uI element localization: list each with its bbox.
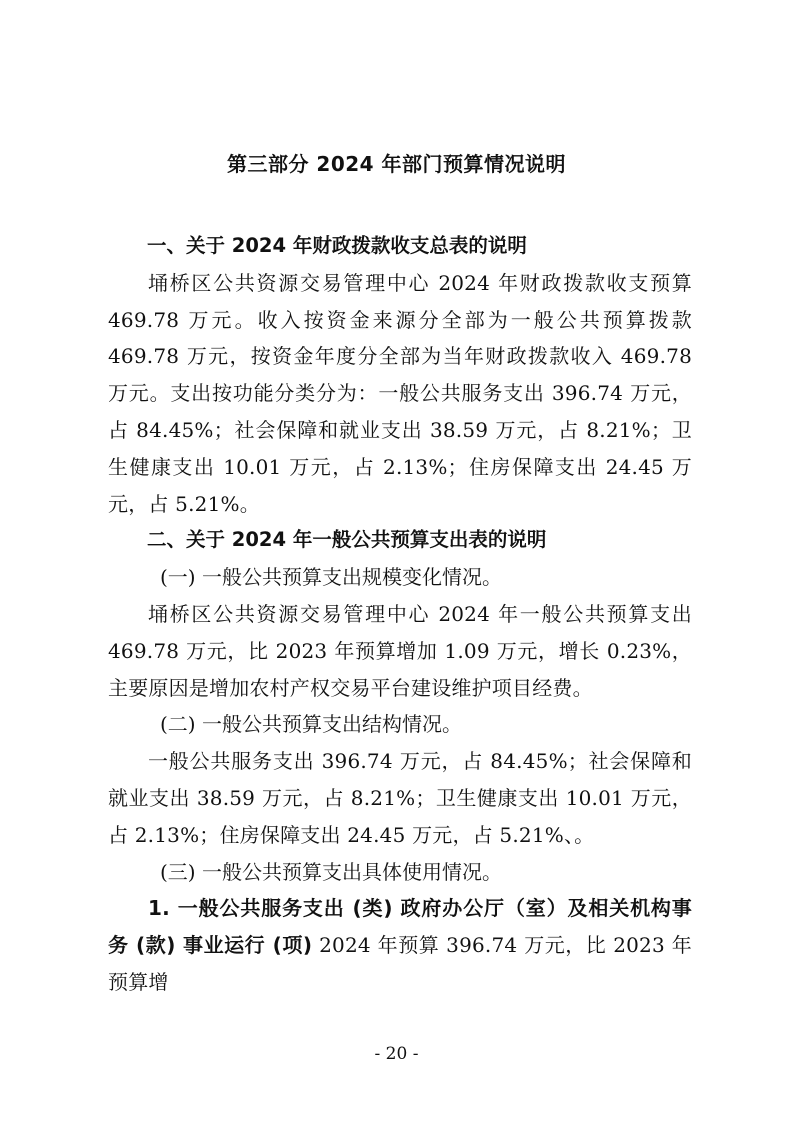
subsection-2-heading: (二) 一般公共预算支出结构情况。 [160, 712, 462, 737]
item-1-lead: 1. 一般公共服务支出 (类) 政府办公厅（室）及相关机构事务 (款) 事业运行 (项) [108, 896, 692, 958]
section-1-heading: 一、关于 2024 年财政拨款收支总表的说明 [147, 234, 527, 257]
page-number: - 20 - [374, 1044, 419, 1064]
page-title: 第三部分 2024 年部门预算情况说明 [226, 152, 567, 176]
subsection-2-paragraph: 一般公共服务支出 396.74 万元，占 84.45%；社会保障和就业支出 38.59 万元，占 8.21%；卫生健康支出 10.01 万元，占 2.13%；住房保障支出 24.45 万元，占 5.21%、。 [108, 749, 692, 847]
subsection-1-paragraph: 埇桥区公共资源交易管理中心 2024 年一般公共预算支出 469.78 万元，比 2023 年预算增加 1.09 万元，增长 0.23%，主要原因是增加农村产权交易平台建设维护项目经费。 [108, 601, 692, 700]
document-body [108, 228, 692, 1001]
section-2-heading: 二、关于 2024 年一般公共预算支出表的说明 [147, 528, 547, 552]
subsection-3-heading: (三) 一般公共预算支出具体使用情况。 [160, 859, 502, 884]
subsection-1-heading: (一) 一般公共预算支出规模变化情况。 [160, 565, 502, 590]
section-1-paragraph: 埇桥区公共资源交易管理中心 2024 年财政拨款收支预算 469.78 万元。收入按资金来源分全部为一般公共预算拨款 469.78 万元，按资金年度分全部为当年财政拨款收入 469.78 万元。支出按功能分类分为：一般公共服务支出 396.74 万元，占 84.45%；社会保障和就业支出 38.59 万元，占 8.21%；卫生健康支出 10.01 万元，占 2.13%；住房保障支出 24.45 万元，占 5.21%。 [108, 270, 692, 516]
item-1-text: 2024 年预算 396.74 万元，比 2023 年预算增 [108, 933, 692, 994]
subsection-3-item-1 [108, 890, 692, 1000]
